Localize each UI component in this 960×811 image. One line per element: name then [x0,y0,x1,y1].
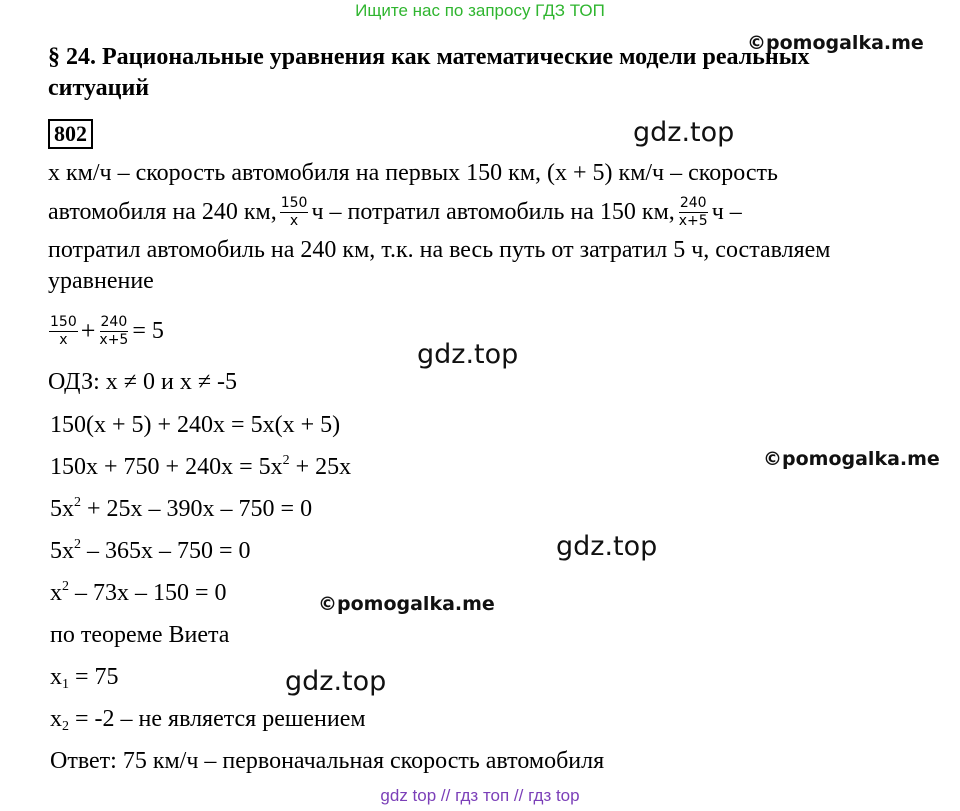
watermark-gdz: gdz.top [285,666,387,697]
fraction-150-x [49,314,78,349]
task-number: 802 [48,119,93,149]
fraction-denominator: x [289,212,299,229]
footer-links: gdz top // гдз топ // гдз top [380,786,580,805]
step-1: 150(x + 5) + 240x = 5x(x + 5) [50,412,341,438]
fraction-denominator: x+5 [99,331,129,348]
odz-line: ОДЗ: x ≠ 0 и x ≠ -5 [48,369,237,395]
main-equation [46,308,164,354]
watermark-pomogalka: ©pomogalka.me [318,593,495,615]
fraction-numerator: 240 [679,194,707,211]
section-heading-line2: ситуаций [48,75,150,101]
paragraph-text: ч – [711,198,742,225]
paragraph-line1: x км/ч – скорость автомобиля на первых 150 км, (x + 5) км/ч – скорость [48,160,778,186]
step-4: $5x^2 - 365x - 750 = 0$ [50,537,251,564]
exponent: 2 [74,537,81,552]
exponent: 2 [282,453,290,468]
fraction-numerator: 240 [100,313,128,330]
fraction-150-x [280,195,309,230]
equation-rhs: = 5 [132,317,164,344]
paragraph-text: автомобиля на 240 км, [48,198,277,225]
section-heading-line1: § 24. Рациональные уравнения как математические модели реальных [48,44,810,70]
fraction-numerator: 150 [280,194,308,211]
step-2: $150x + 750 + 240x = 5x^2 + 25x$ [50,453,352,480]
paragraph-text: ч – потратил автомобиль на 150 км, [311,198,675,225]
paragraph-line4: уравнение [48,268,154,294]
paragraph-line3: потратил автомобиль на 240 км, т.к. на весь путь от затратил 5 ч, составляем [48,237,831,263]
root-x2: $x_2 = -2$ – не является решением [50,706,366,734]
watermark-gdz: gdz.top [633,117,735,148]
fraction-numerator: 150 [50,313,77,330]
fraction-denominator: x [59,331,68,348]
watermark-gdz: gdz.top [556,531,658,562]
paragraph-line2 [48,190,742,234]
fraction-240-x5 [678,195,709,230]
subscript: 1 [62,677,69,692]
step-5: $x^2 - 73x - 150 = 0$ [50,579,227,606]
plus-sign: + [80,316,96,345]
step-3: $5x^2 + 25x - 390x - 750 = 0$ [50,495,313,522]
watermark-pomogalka: ©pomogalka.me [747,32,924,54]
exponent: 2 [74,495,81,510]
fraction-240-x5 [98,314,129,349]
fraction-denominator: x+5 [678,212,708,229]
vieta-line: по теореме Виета [50,622,230,648]
exponent: 2 [62,579,69,594]
root-x1: $x_1 = 75$ [50,664,119,692]
watermark-gdz: gdz.top [417,339,519,370]
answer-line: Ответ: 75 км/ч – первоначальная скорость автомобиля [50,748,605,774]
subscript: 2 [62,719,69,734]
watermark-pomogalka: ©pomogalka.me [763,448,940,470]
top-banner: Ищите нас по запросу ГДЗ ТОП [355,1,605,20]
